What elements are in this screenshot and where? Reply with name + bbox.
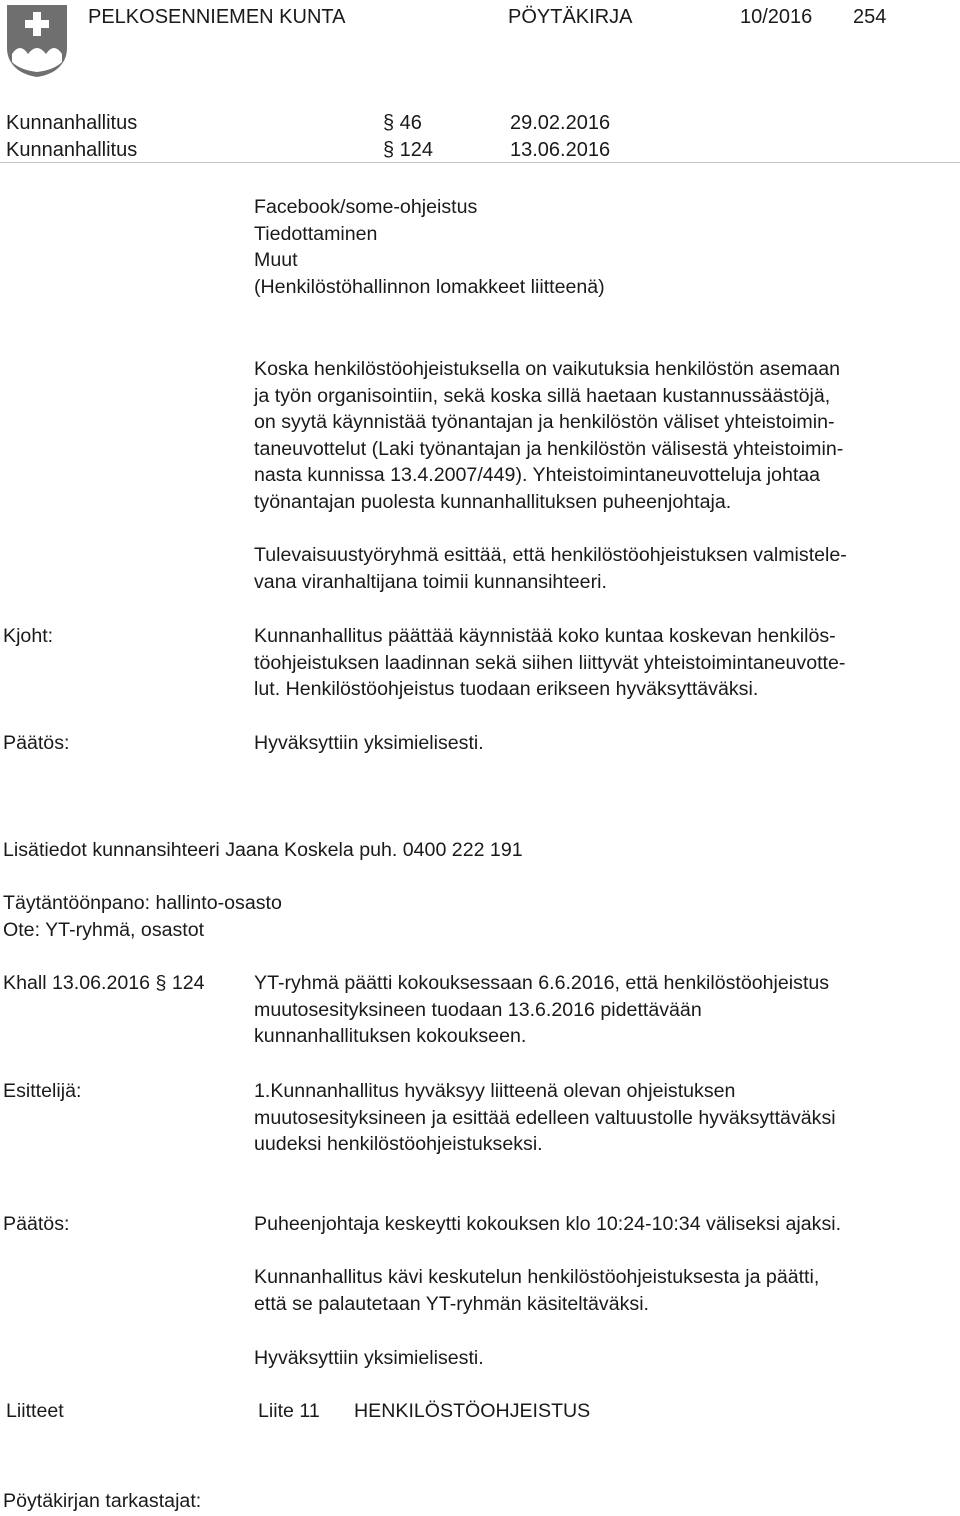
decision-text: Hyväksyttiin yksimielisesti. xyxy=(254,732,484,754)
topic-item: Muut xyxy=(254,249,298,272)
meeting-section: § 124 xyxy=(383,139,434,161)
execution-info: Täytäntöönpano: hallinto-osasto xyxy=(3,892,282,914)
reviewers-label: Pöytäkirjan tarkastajat: xyxy=(3,1490,202,1512)
meeting-body: Kunnanhallitus xyxy=(6,112,138,134)
issue-number: 10/2016 xyxy=(740,6,813,28)
meeting-section: § 46 xyxy=(383,112,422,134)
attachments-label: Liitteet xyxy=(6,1400,64,1422)
khall-text: YT-ryhmä päätti kokouksessaan 6.6.2016, että henkilöstöohjeistus muutosesityksineen tuodaan 13.6.2016 pidettävään kunnanhallituksen kokoukseen. xyxy=(254,972,830,1048)
page-number: 254 xyxy=(853,6,887,28)
municipality-name: PELKOSENNIEMEN KUNTA xyxy=(88,6,346,28)
attachment-number: Liite 11 xyxy=(258,1400,320,1422)
decision-label: Päätös: xyxy=(3,1213,70,1235)
additional-info: Lisätiedot kunnansihteeri Jaana Koskela puh. 0400 222 191 xyxy=(3,839,523,861)
extract-recipients: Ote: YT-ryhmä, osastot xyxy=(3,919,205,941)
meeting-date: 29.02.2016 xyxy=(510,112,611,134)
presenter-proposal: 1.Kunnanhallitus hyväksyy liitteenä olevan ohjeistuksen muutosesityksineen ja esittää edelleen valtuustolle hyväksyttäväksi uudeksi henkilöstöohjeistukseksi. xyxy=(254,1080,836,1156)
presenter-label: Esittelijä: xyxy=(3,1080,82,1102)
meeting-body: Kunnanhallitus xyxy=(6,139,138,161)
decision-label: Päätös: xyxy=(3,732,70,754)
decision-paragraph: Kunnanhallitus kävi keskutelun henkilöstöohjeistuksesta ja päätti, että se palautetaan YT-ryhmän käsiteltäväksi. xyxy=(254,1266,820,1315)
topic-item: Tiedottaminen xyxy=(254,222,378,245)
decision-line: Puheenjohtaja keskeytti kokouksen klo 10:24-10:34 väliseksi ajaksi. xyxy=(254,1213,842,1235)
kjoht-label: Kjoht: xyxy=(3,625,54,647)
decision-result: Hyväksyttiin yksimielisesti. xyxy=(254,1347,484,1369)
municipality-coat-of-arms-logo xyxy=(6,4,68,78)
header-divider xyxy=(0,162,960,163)
topic-list xyxy=(254,194,954,300)
khall-reference: Khall 13.06.2016 § 124 xyxy=(3,972,205,994)
topic-item: Facebook/some-ohjeistus xyxy=(254,196,478,218)
kjoht-proposal: Kunnanhallitus päättää käynnistää koko kuntaa koskevan henkilös- töohjeistuksen laadinnan sekä siihen liittyvät yhteistoimintaneuvotte- lut. Henkilöstöohjeistus tuodaan erikseen hyväksyttäväksi. xyxy=(254,625,846,701)
attachment-link[interactable]: HENKILÖSTÖOHJEISTUS xyxy=(354,1400,591,1422)
meeting-date: 13.06.2016 xyxy=(510,139,611,161)
document-type: PÖYTÄKIRJA xyxy=(508,6,633,28)
topic-item: (Henkilöstöhallinnon lomakkeet liitteenä) xyxy=(254,275,605,298)
intro-paragraph: Koska henkilöstöohjeistuksella on vaikutuksia henkilöstön asemaan ja työn organisointiin, sekä koska sillä haetaan kustannussäästöjä, on syytä käynnistää työnantajan ja henkilöstön väliset yhteistoimin- taneuvottelut (Laki työnantajan ja henkilöstön välisestä yhteistoimin- nasta kunnissa 13.4.2007/449). Yhteistoimintaneuvotteluja johtaa työnantajan puolesta kunnanhallituksen puheenjohtaja. xyxy=(254,358,844,513)
working-group-paragraph: Tulevaisuustyöryhmä esittää, että henkilöstöohjeistuksen valmistele- vana viranhaltijana toimii kunnansihteeri. xyxy=(254,544,847,593)
